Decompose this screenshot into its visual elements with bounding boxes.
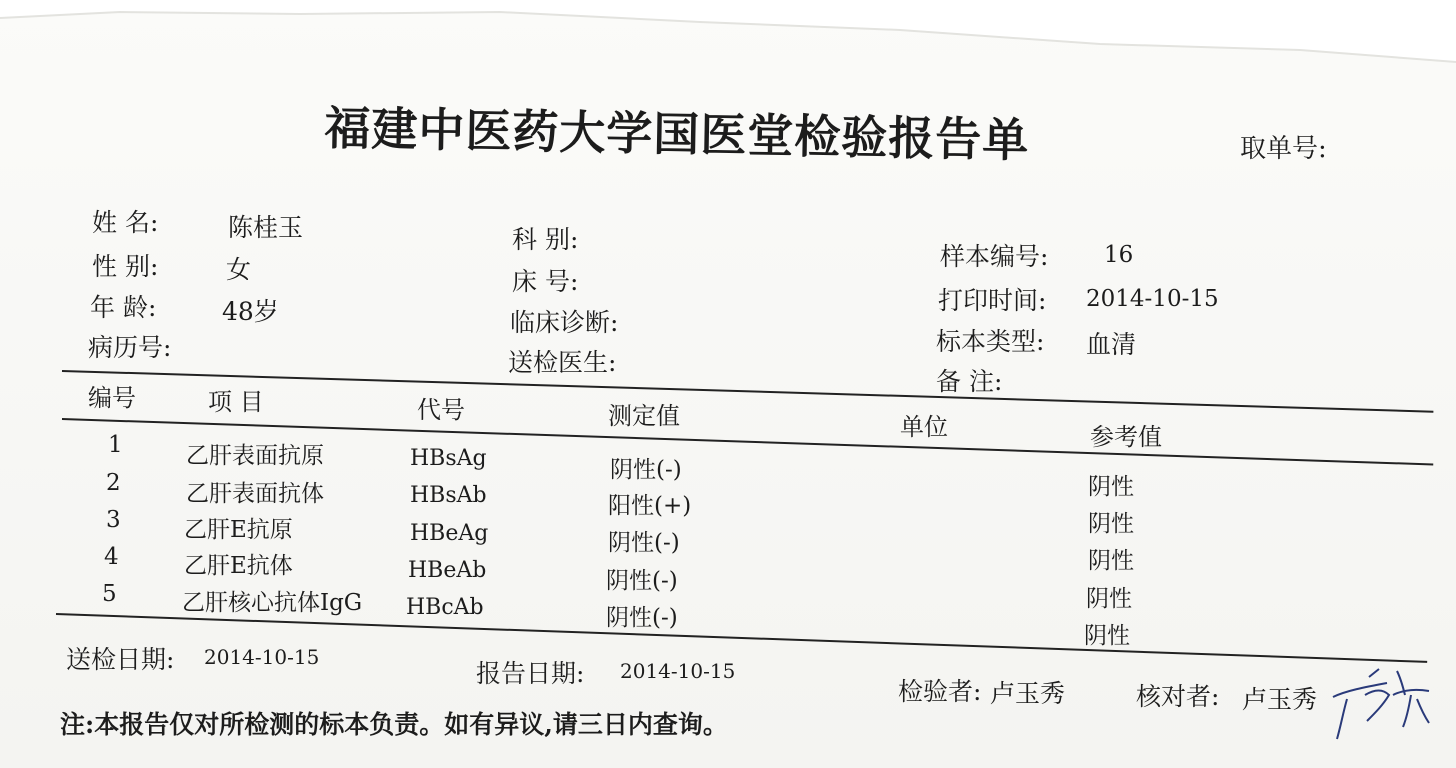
age-label: 年 龄: xyxy=(90,293,157,322)
row-reference: 阴性 xyxy=(1088,548,1134,574)
patient-name: 陈桂玉 xyxy=(228,213,304,242)
row-no: 5 xyxy=(102,581,117,607)
examiner-label: 检验者: xyxy=(898,677,982,706)
submit-date: 2014-10-15 xyxy=(204,645,320,669)
row-value: 阳性(+) xyxy=(608,493,692,519)
sample-number: 16 xyxy=(1104,242,1134,268)
header-no: 编号 xyxy=(88,384,136,412)
print-time: 2014-10-15 xyxy=(1086,286,1219,312)
sample-type: 血清 xyxy=(1086,330,1137,359)
report-date: 2014-10-15 xyxy=(620,659,736,683)
header-item: 项 目 xyxy=(208,388,264,416)
row-reference: 阴性 xyxy=(1088,511,1134,537)
disclaimer-note: 注:本报告仅对所检测的标本负责。如有异议,请三日内查询。 xyxy=(60,710,728,739)
handwritten-signature xyxy=(1325,655,1435,745)
sex-label: 性 别: xyxy=(92,252,159,281)
bed-label: 床 号: xyxy=(512,267,579,296)
row-code: HBsAg xyxy=(410,446,487,471)
row-value: 阴性(-) xyxy=(606,568,678,594)
examiner-name: 卢玉秀 xyxy=(990,679,1066,708)
row-value: 阴性(-) xyxy=(608,530,680,556)
row-no: 4 xyxy=(104,544,119,570)
row-code: HBeAg xyxy=(410,521,489,546)
extra-reference: 阴性 xyxy=(1084,623,1130,649)
row-item: 乙肝E抗体 xyxy=(184,553,293,579)
print-time-label: 打印时间: xyxy=(938,286,1047,315)
header-reference: 参考值 xyxy=(1090,423,1162,451)
row-value: 阴性(-) xyxy=(610,457,682,483)
sample-type-label: 标本类型: xyxy=(936,327,1045,356)
patient-age: 48岁 xyxy=(222,297,279,326)
sample-number-label: 样本编号: xyxy=(940,242,1049,271)
table-top-rule xyxy=(62,370,1433,413)
header-unit: 单位 xyxy=(900,413,948,441)
row-no: 1 xyxy=(108,432,123,458)
checker-name: 卢玉秀 xyxy=(1242,685,1318,714)
header-code: 代号 xyxy=(417,396,465,424)
row-reference: 阴性 xyxy=(1088,474,1134,500)
row-no: 2 xyxy=(106,470,121,496)
name-label: 姓 名: xyxy=(92,208,159,237)
row-value: 阴性(-) xyxy=(606,605,678,631)
submit-date-label: 送检日期: xyxy=(66,645,175,674)
report-date-label: 报告日期: xyxy=(476,659,585,688)
row-no: 3 xyxy=(106,507,121,533)
doctor-label: 送检医生: xyxy=(508,348,617,377)
row-code: HBeAb xyxy=(408,558,487,583)
row-reference: 阴性 xyxy=(1086,586,1132,612)
row-code: HBsAb xyxy=(410,483,487,508)
checker-label: 核对者: xyxy=(1136,682,1220,711)
diagnosis-label: 临床诊断: xyxy=(510,308,619,337)
report-title: 福建中医药大学国医堂检验报告单 xyxy=(323,100,1030,168)
row-item: 乙肝E抗原 xyxy=(184,517,293,543)
remark-label: 备 注: xyxy=(936,367,1003,396)
patient-sex: 女 xyxy=(226,255,252,284)
row-code: HBcAb xyxy=(406,595,484,620)
header-value: 测定值 xyxy=(608,402,680,430)
row-item: 乙肝表面抗体 xyxy=(186,481,324,507)
torn-paper-edge xyxy=(0,0,1456,70)
row-item: 乙肝表面抗原 xyxy=(186,443,324,469)
serial-number-label: 取单号: xyxy=(1240,134,1327,164)
record-number-label: 病历号: xyxy=(88,333,172,362)
dept-label: 科 别: xyxy=(512,225,579,254)
row-item: 乙肝核心抗体IgG xyxy=(182,590,363,616)
